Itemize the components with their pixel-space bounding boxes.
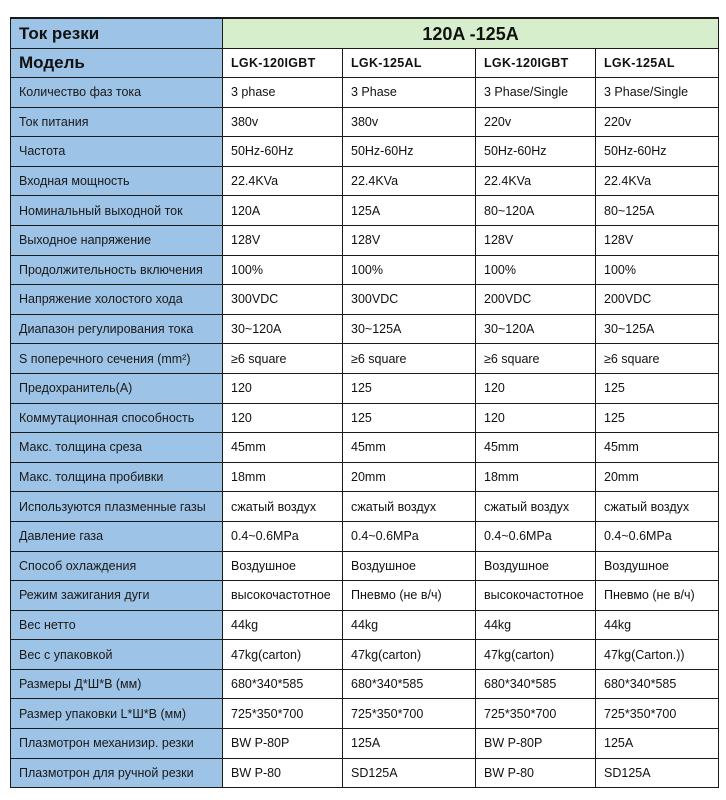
spec-label: Плазмотрон механизир. резки <box>11 729 223 759</box>
spec-label: Вес нетто <box>11 610 223 640</box>
spec-label: Макс. толщина пробивки <box>11 462 223 492</box>
spec-row <box>11 699 719 729</box>
spec-row <box>11 314 719 344</box>
spec-value: 47kg(carton) <box>223 640 343 670</box>
spec-value: 44kg <box>343 610 476 640</box>
spec-value: 200VDC <box>476 285 596 315</box>
spec-row <box>11 758 719 788</box>
spec-value: SD125A <box>596 758 719 788</box>
spec-value: 125A <box>343 729 476 759</box>
spec-value: 47kg(carton) <box>476 640 596 670</box>
spec-value: BW P-80 <box>476 758 596 788</box>
spec-row <box>11 285 719 315</box>
spec-value: 380v <box>343 107 476 137</box>
spec-row <box>11 492 719 522</box>
spec-value: 680*340*585 <box>223 669 343 699</box>
spec-value: 680*340*585 <box>476 669 596 699</box>
spec-value: 22.4KVa <box>596 166 719 196</box>
spec-row <box>11 255 719 285</box>
spec-label: Диапазон регулирования тока <box>11 314 223 344</box>
spec-value: 300VDC <box>223 285 343 315</box>
spec-value: 125 <box>343 403 476 433</box>
spec-label: Количество фаз тока <box>11 78 223 108</box>
spec-value: Пневмо (не в/ч) <box>343 581 476 611</box>
spec-value: 380v <box>223 107 343 137</box>
spec-value: 725*350*700 <box>596 699 719 729</box>
spec-label: Плазмотрон для ручной резки <box>11 758 223 788</box>
spec-value: 200VDC <box>596 285 719 315</box>
spec-value: 22.4KVa <box>343 166 476 196</box>
spec-row <box>11 433 719 463</box>
spec-value: 0.4~0.6MPa <box>596 521 719 551</box>
spec-value: 120 <box>476 373 596 403</box>
spec-value: 30~120A <box>223 314 343 344</box>
spec-row <box>11 403 719 433</box>
spec-row <box>11 166 719 196</box>
spec-value: BW P-80 <box>223 758 343 788</box>
spec-row <box>11 581 719 611</box>
spec-value: BW P-80P <box>476 729 596 759</box>
spec-value: 0.4~0.6MPa <box>343 521 476 551</box>
spec-row <box>11 107 719 137</box>
spec-value: сжатый воздух <box>343 492 476 522</box>
model-row <box>11 49 719 78</box>
spec-value: 45mm <box>596 433 719 463</box>
spec-value: 44kg <box>476 610 596 640</box>
spec-value: 120 <box>223 403 343 433</box>
spec-value: Воздушное <box>476 551 596 581</box>
spec-value: 725*350*700 <box>476 699 596 729</box>
spec-value: Воздушное <box>343 551 476 581</box>
spec-value: сжатый воздух <box>596 492 719 522</box>
spec-value: 125A <box>343 196 476 226</box>
spec-label: Размеры Д*Ш*В (мм) <box>11 669 223 699</box>
spec-row <box>11 78 719 108</box>
spec-row <box>11 462 719 492</box>
spec-value: 120 <box>223 373 343 403</box>
model-cell: LGK-125AL <box>343 49 476 78</box>
spec-value: 128V <box>596 225 719 255</box>
spec-value: 45mm <box>343 433 476 463</box>
spec-label: Давление газа <box>11 521 223 551</box>
spec-value: 45mm <box>223 433 343 463</box>
spec-value: 300VDC <box>343 285 476 315</box>
spec-value: ≥6 square <box>343 344 476 374</box>
spec-value: 44kg <box>596 610 719 640</box>
spec-value: 47kg(Carton.)) <box>596 640 719 670</box>
spec-value: 120A <box>223 196 343 226</box>
spec-row <box>11 521 719 551</box>
spec-value: 80~120A <box>476 196 596 226</box>
spec-value: 680*340*585 <box>343 669 476 699</box>
spec-value: 680*340*585 <box>596 669 719 699</box>
spec-value: 3 Phase <box>343 78 476 108</box>
spec-value: 125 <box>343 373 476 403</box>
spec-value: Пневмо (не в/ч) <box>596 581 719 611</box>
spec-value: BW P-80P <box>223 729 343 759</box>
spec-value: 50Hz-60Hz <box>223 137 343 167</box>
spec-value: 220v <box>476 107 596 137</box>
current-range: 120A -125A <box>223 18 719 49</box>
spec-value: 125 <box>596 403 719 433</box>
spec-label: Ток питания <box>11 107 223 137</box>
spec-value: 220v <box>596 107 719 137</box>
spec-value: 50Hz-60Hz <box>343 137 476 167</box>
spec-value: 45mm <box>476 433 596 463</box>
spec-value: 3 phase <box>223 78 343 108</box>
spec-value: Воздушное <box>596 551 719 581</box>
spec-value: 80~125A <box>596 196 719 226</box>
spec-label: Макс. толщина среза <box>11 433 223 463</box>
spec-value: высокочастотное <box>476 581 596 611</box>
spec-row <box>11 640 719 670</box>
spec-value: SD125A <box>343 758 476 788</box>
spec-value: 44kg <box>223 610 343 640</box>
spec-value: 725*350*700 <box>223 699 343 729</box>
spec-label: Продолжительность включения <box>11 255 223 285</box>
spec-value: 100% <box>223 255 343 285</box>
spec-value: 3 Phase/Single <box>476 78 596 108</box>
spec-value: 128V <box>223 225 343 255</box>
spec-value: ≥6 square <box>596 344 719 374</box>
spec-value: 100% <box>476 255 596 285</box>
spec-label: Выходное напряжение <box>11 225 223 255</box>
spec-label: Номинальный выходной ток <box>11 196 223 226</box>
spec-value: 20mm <box>596 462 719 492</box>
spec-value: 100% <box>343 255 476 285</box>
spec-value: 0.4~0.6MPa <box>223 521 343 551</box>
spec-label: S поперечного сечения (mm²) <box>11 344 223 374</box>
spec-label: Способ охлаждения <box>11 551 223 581</box>
spec-value: 18mm <box>476 462 596 492</box>
model-cell: LGK-120IGBT <box>476 49 596 78</box>
spec-value: 0.4~0.6MPa <box>476 521 596 551</box>
spec-row <box>11 344 719 374</box>
spec-label: Размер упаковки L*Ш*В (мм) <box>11 699 223 729</box>
spec-value: 47kg(carton) <box>343 640 476 670</box>
spec-value: 30~125A <box>596 314 719 344</box>
spec-value: 125 <box>596 373 719 403</box>
spec-label: Частота <box>11 137 223 167</box>
spec-row <box>11 225 719 255</box>
spec-row <box>11 196 719 226</box>
spec-value: высокочастотное <box>223 581 343 611</box>
spec-value: 30~120A <box>476 314 596 344</box>
spec-value: 128V <box>343 225 476 255</box>
spec-row <box>11 551 719 581</box>
spec-label: Коммутационная способность <box>11 403 223 433</box>
spec-value: 125A <box>596 729 719 759</box>
spec-table <box>10 17 719 788</box>
spec-row <box>11 729 719 759</box>
spec-row <box>11 669 719 699</box>
model-cell: LGK-125AL <box>596 49 719 78</box>
spec-value: ≥6 square <box>476 344 596 374</box>
spec-label: Вес с упаковкой <box>11 640 223 670</box>
spec-value: 50Hz-60Hz <box>596 137 719 167</box>
spec-value: 725*350*700 <box>343 699 476 729</box>
spec-row <box>11 137 719 167</box>
spec-value: 22.4KVa <box>476 166 596 196</box>
spec-label: Напряжение холостого хода <box>11 285 223 315</box>
spec-value: 20mm <box>343 462 476 492</box>
spec-value: Воздушное <box>223 551 343 581</box>
spec-value: 120 <box>476 403 596 433</box>
spec-value: 100% <box>596 255 719 285</box>
model-label: Модель <box>11 49 223 78</box>
model-cell: LGK-120IGBT <box>223 49 343 78</box>
spec-value: 128V <box>476 225 596 255</box>
spec-value: 18mm <box>223 462 343 492</box>
spec-label: Используются плазменные газы <box>11 492 223 522</box>
spec-value: 3 Phase/Single <box>596 78 719 108</box>
spec-label: Входная мощность <box>11 166 223 196</box>
spec-value: 30~125A <box>343 314 476 344</box>
spec-value: 50Hz-60Hz <box>476 137 596 167</box>
spec-value: ≥6 square <box>223 344 343 374</box>
spec-row <box>11 373 719 403</box>
header-row <box>11 18 719 49</box>
cutting-current-label: Ток резки <box>11 18 223 49</box>
spec-value: сжатый воздух <box>223 492 343 522</box>
spec-value: сжатый воздух <box>476 492 596 522</box>
spec-label: Предохранитель(A) <box>11 373 223 403</box>
spec-label: Режим зажигания дуги <box>11 581 223 611</box>
spec-row <box>11 610 719 640</box>
spec-value: 22.4KVa <box>223 166 343 196</box>
